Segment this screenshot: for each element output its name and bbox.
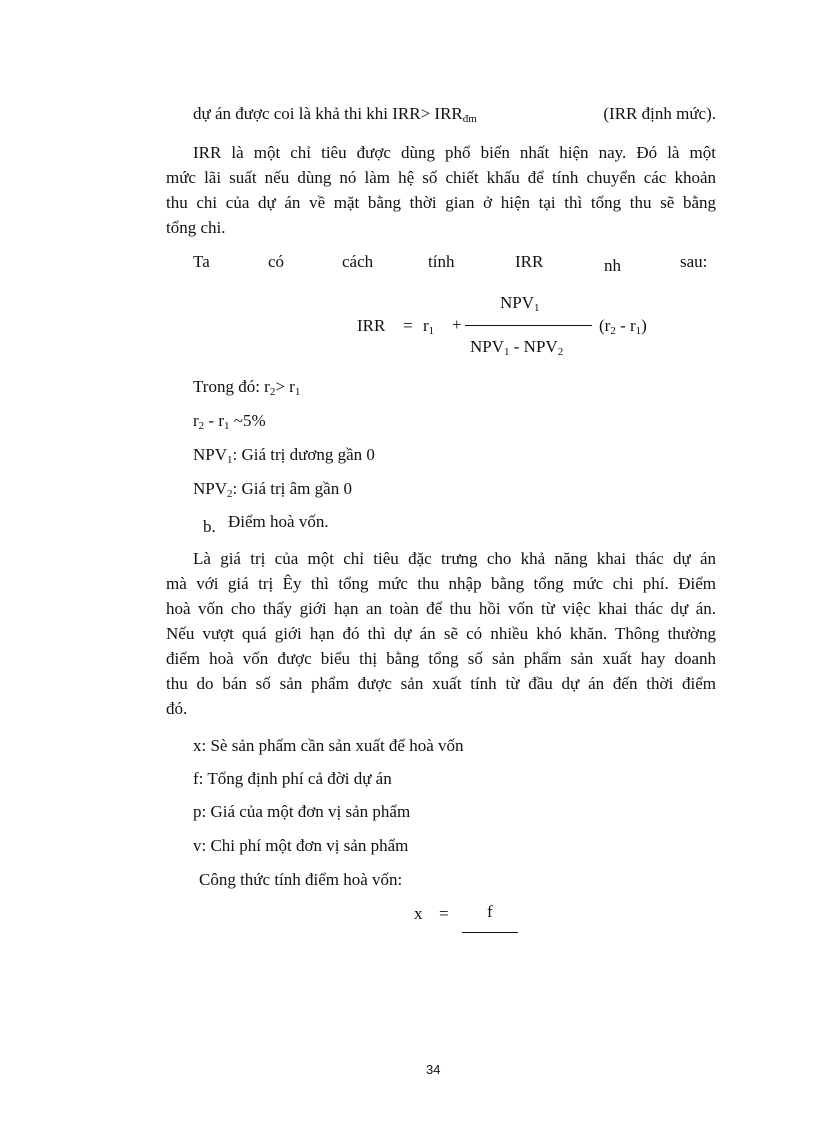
irr-r1: $r_1$ [423,316,435,337]
para1-line [193,104,716,125]
bep-para-line-1: Là giá trị của một chỉ tiêu đặc trưng cho khả năng khai thác dự án [193,549,716,568]
page-number: 34 [426,1062,441,1077]
para1-text: dự án được coi là khả thi khi $IRR> IRR_{đm}$ [193,104,477,125]
bep-para-line-7: đó. [166,699,188,718]
bep-formula-label: Công thức tính điểm hoà vốn: [199,870,403,889]
irr-para-line-2: mức lãi suất nếu dùng nó làm hệ số chiết khấu để tính chuyển các khoản [166,168,716,187]
bep-para-line-2: mà với giá trị Êy thì tổng mức thu nhập bằng tổng mức chi phí. Điểm [166,574,716,593]
irr-lhs: IRR [357,316,386,335]
ta-word-6: nh [604,256,621,275]
irr-plus: + [452,315,462,334]
irr-para-line-3: thu chi của dự án về mặt bằng thời gian ở hiện tại thì tổng thu sẽ bằng [166,193,716,212]
ta-word-4: tính [428,252,455,271]
def-3: $NPV_1$: Giá trị dương gần 0 [193,445,375,466]
bep-para-line-6: thu do bán số sản phẩm được sản xuất tính từ đầu dự án đến thời điểm [166,674,716,693]
ta-word-5: IRR [515,252,544,271]
var-f: f: Tổng định phí cả đời dự án [193,769,392,788]
irr-paragraph-cont [166,165,716,240]
bep-x: x [414,904,423,923]
bep-eq: = [439,904,449,923]
ta-word-2: có [268,252,285,271]
bep-paragraph-cont [166,571,716,721]
irr-denominator: $NPV_1 - NPV_2$ [470,337,564,358]
bep-numerator: f [487,902,493,921]
irr-para-line-1: IRR là một chỉ tiêu được dùng phổ biến nhất hiện nay. Đó là một [193,143,716,162]
irr-paren: $(r_2 - r_1)$ [599,316,647,337]
def-2: $r_2 - r_1$ ~5% [193,411,266,432]
ta-word-3: cách [342,252,374,271]
def-1: Trong đó: $r_2> r_1$ [193,377,301,398]
section-b-title: Điểm hoà vốn. [228,512,329,531]
var-v: v: Chi phí một đơn vị sản phẩm [193,836,409,855]
def-4: $NPV_2$: Giá trị âm gần 0 [193,479,352,500]
irr-fraction-bar [465,325,592,326]
section-b-marker: b. [203,517,216,536]
var-x: x: Sè sản phẩm cần sản xuất để hoà vốn [193,736,464,755]
bep-fraction-bar [462,932,518,933]
ta-word-1: Ta [193,252,210,271]
ta-word-7: sau: [680,252,708,271]
irr-numerator: $NPV_1$ [500,293,540,314]
bep-para-line-3: hoà vốn cho thấy giới hạn an toàn để thu hồi vốn từ việc khai thác dự án. [166,599,716,618]
irr-paragraph [193,140,716,165]
bep-para-line-4: Nếu vượt quá giới hạn đó thì dự án sẽ có nhiều khó khăn. Thông thường [166,624,716,643]
irr-para-line-4: tổng chi. [166,218,226,237]
bep-paragraph [193,546,716,571]
var-p: p: Giá của một đơn vị sản phẩm [193,802,411,821]
para1-tail: (IRR định mức). [603,104,716,123]
irr-eq: = [403,316,413,335]
bep-para-line-5: điểm hoà vốn được biểu thị bằng tổng số sản phẩm sản xuất hay doanh [166,649,716,668]
